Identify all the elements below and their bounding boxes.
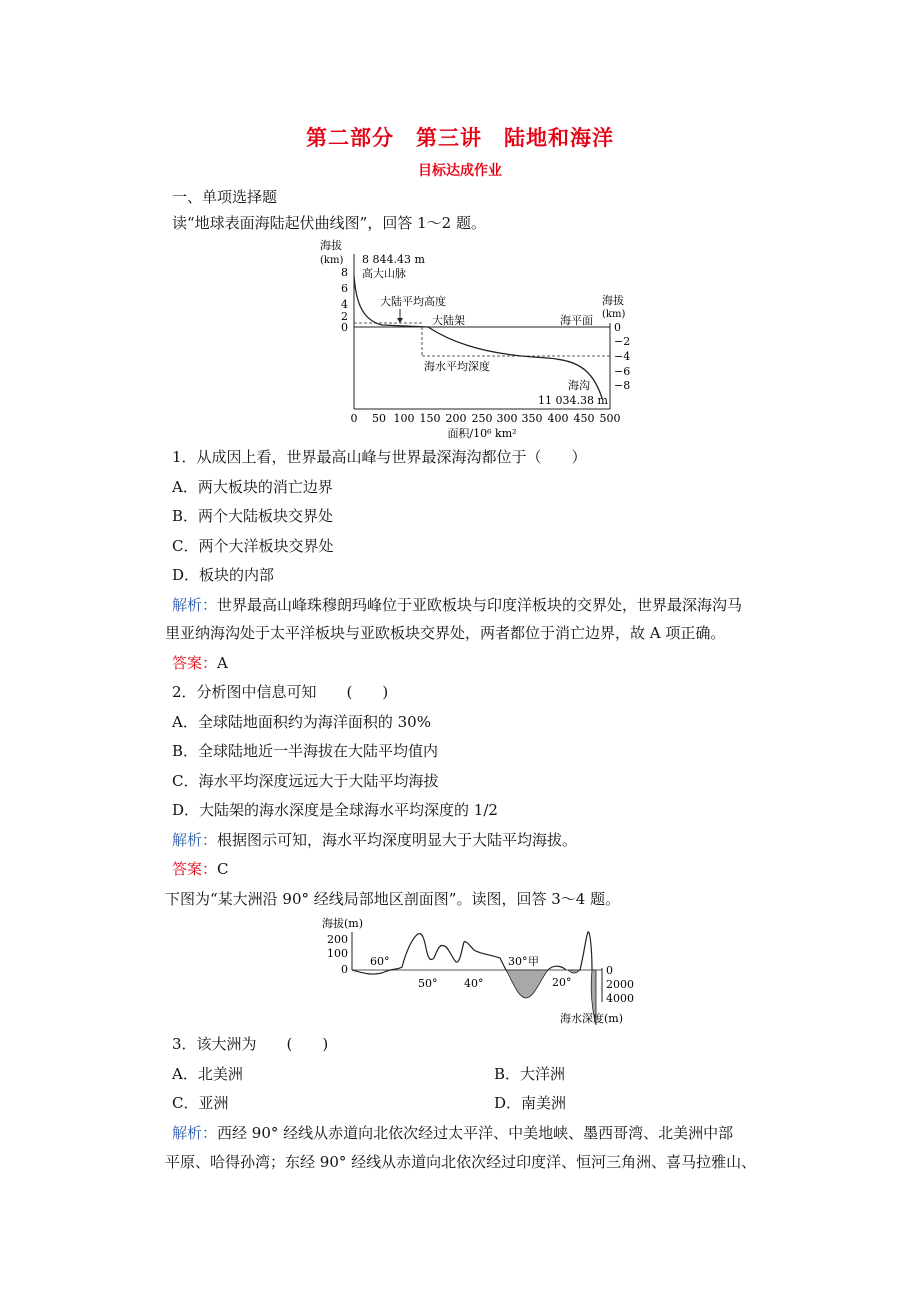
- fig1-right-axis-unit: (km): [602, 309, 626, 320]
- q2-answer-value: C: [217, 860, 229, 878]
- fig1-left-tick: 6: [341, 282, 348, 295]
- q3-analysis-text: 西经 90° 经线从赤道向北依次经过太平洋、中美地峡、墨西哥湾、北美洲中部: [217, 1124, 734, 1142]
- fig2-left-tick: 200: [327, 933, 348, 946]
- page-subtitle: 目标达成作业: [418, 163, 502, 179]
- fig2-lat-40: 40°: [464, 977, 484, 990]
- q2-analysis-text: 根据图示可知，海水平均深度明显大于大陆平均海拔。: [217, 831, 578, 849]
- fig2-left-tick: 0: [341, 963, 348, 976]
- fig1-shelf-label: 大陆架: [432, 314, 465, 327]
- fig1-left-tick: 0: [341, 321, 348, 334]
- fig1-x-tick: 50: [372, 412, 386, 425]
- q1-stem: 1．从成因上看，世界最高山峰与世界最深海沟都位于（ ）: [172, 448, 587, 466]
- page-title: 第二部分 第三讲 陆地和海洋: [306, 125, 614, 150]
- fig1-right-tick: −2: [614, 335, 631, 348]
- q1-option-d: D．板块的内部: [172, 566, 275, 584]
- q3-stem: 3．该大洲为 ( ): [172, 1035, 329, 1053]
- fig1-right-tick: 0: [614, 321, 621, 334]
- figure-hypsographic-curve: [318, 238, 631, 442]
- fig2-lat-60: 60°: [370, 955, 390, 968]
- fig1-left-tick: 2: [341, 310, 348, 323]
- fig2-right-tick: 0: [606, 964, 613, 977]
- fig1-avg-land-label: 大陆平均高度: [380, 295, 446, 308]
- fig2-right-tick: 4000: [606, 992, 634, 1005]
- fig1-avg-land-arrowhead: [397, 318, 403, 323]
- fig2-right-tick: 2000: [606, 978, 634, 991]
- q1-option-a: A．两大板块的消亡边界: [172, 478, 333, 496]
- fig2-left-axis-title: 海拔(m): [322, 917, 364, 930]
- fig1-x-tick: 400: [547, 412, 569, 425]
- fig1-left-axis-title: 海拔: [320, 239, 342, 252]
- fig1-trench-value: 11 034.38 m: [538, 394, 608, 407]
- fig1-right-tick: −8: [614, 379, 631, 392]
- intro-text-2: 下图为“某大洲沿 90° 经线局部地区剖面图”。读图，回答 3～4 题。: [165, 890, 621, 908]
- fig1-x-tick: 450: [573, 412, 595, 425]
- fig1-x-tick: 150: [419, 412, 441, 425]
- fig1-x-tick: 0: [350, 412, 358, 425]
- fig2-left-tick: 100: [327, 947, 348, 960]
- fig2-lat-30: 30°: [508, 955, 528, 968]
- fig1-peak-value: 8 844.43 m: [362, 253, 425, 266]
- q3-option-d: D．南美洲: [494, 1094, 567, 1112]
- q1-answer: [172, 652, 228, 674]
- q2-option-c: C．海水平均深度远远大于大陆平均海拔: [172, 772, 439, 790]
- fig1-x-tick: 100: [393, 412, 415, 425]
- q1-answer-label: 答案：: [172, 654, 218, 672]
- q2-option-b: B．全球陆地近一半海拔在大陆平均值内: [172, 742, 439, 760]
- fig1-x-tick: 300: [496, 412, 518, 425]
- fig1-x-tick: 200: [445, 412, 467, 425]
- fig2-ocean-basin: [506, 970, 548, 998]
- fig1-right-tick: −6: [614, 365, 631, 378]
- q1-analysis-cont: 里亚纳海沟处于太平洋板块与亚欧板块交界处，两者都位于消亡边界，故 A 项正确。: [165, 624, 726, 642]
- figure-profile-90-meridian: [320, 910, 660, 1032]
- fig2-terrain-line: [352, 934, 506, 974]
- fig1-right-axis-title: 海拔: [602, 294, 624, 307]
- intro-text-1: 读“地球表面海陆起伏曲线图”，回答 1～2 题。: [172, 214, 486, 232]
- fig2-right-axis-title: 海水深度(m): [560, 1012, 624, 1025]
- fig1-x-tick: 250: [471, 412, 493, 425]
- fig1-left-tick: 8: [341, 266, 348, 279]
- q1-analysis: [172, 594, 742, 616]
- fig2-terrain-line-east: [548, 932, 592, 970]
- q2-analysis: [172, 829, 577, 851]
- fig1-right-tick: −4: [614, 350, 631, 363]
- fig1-mountains-label: 高大山脉: [362, 267, 406, 280]
- q1-answer-value: A: [217, 654, 228, 672]
- q3-option-c: C．亚洲: [172, 1094, 229, 1112]
- fig1-x-tick: 350: [521, 412, 543, 425]
- q2-answer-label: 答案：: [172, 860, 218, 878]
- fig1-trench-label: 海沟: [568, 379, 590, 392]
- fig2-lat-50: 50°: [418, 977, 438, 990]
- q1-option-c: C．两个大洋板块交界处: [172, 537, 334, 555]
- q1-analysis-text: 世界最高山峰珠穆朗玛峰位于亚欧板块与印度洋板块的交界处，世界最深海沟马: [217, 596, 743, 614]
- q2-analysis-label: 解析：: [172, 831, 218, 849]
- q2-option-a: A．全球陆地面积约为海洋面积的 30%: [172, 713, 431, 731]
- q1-option-b: B．两个大陆板块交界处: [172, 507, 334, 525]
- fig1-x-tick: 500: [599, 412, 621, 425]
- q3-option-b: B．大洋洲: [494, 1065, 566, 1083]
- fig1-left-axis-unit: (km): [320, 255, 344, 266]
- fig1-left-tick: 4: [341, 298, 348, 311]
- fig1-avg-depth-label: 海水平均深度: [424, 360, 490, 373]
- fig2-lat-20: 20°: [552, 976, 572, 989]
- section-heading: 一、单项选择题: [172, 188, 278, 206]
- q3-analysis-cont: 平原、哈得孙湾；东经 90° 经线从赤道向北依次经过印度洋、恒河三角洲、喜马拉雅山、: [165, 1153, 757, 1171]
- q3-analysis: [172, 1122, 733, 1144]
- fig1-x-label: 面积/10⁶ km²: [447, 427, 517, 440]
- fig1-sea-level-label: 海平面: [560, 314, 593, 327]
- q3-option-a: A．北美洲: [172, 1065, 243, 1083]
- q2-stem: 2．分析图中信息可知 ( ): [172, 683, 389, 701]
- fig2-ocean-basin-small: [568, 970, 580, 973]
- q3-analysis-label: 解析：: [172, 1124, 218, 1142]
- q1-analysis-label: 解析：: [172, 596, 218, 614]
- q2-answer: [172, 858, 229, 880]
- q2-option-d: D．大陆架的海水深度是全球海水平均深度的 1/2: [172, 801, 498, 819]
- fig2-label-jia: 甲: [528, 955, 539, 968]
